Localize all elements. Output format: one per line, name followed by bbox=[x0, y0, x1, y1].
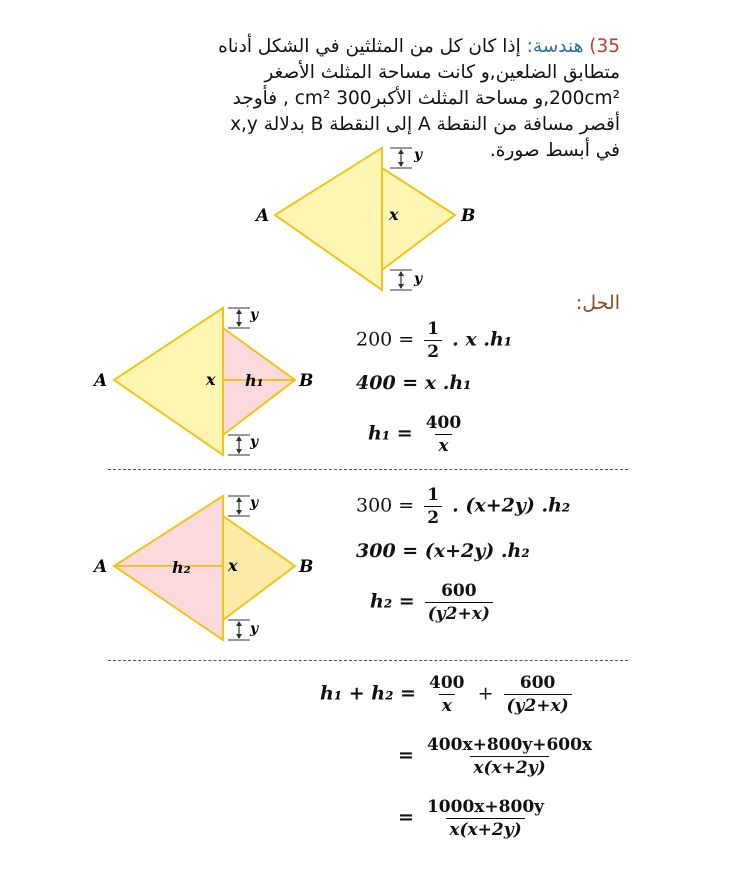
question-line-5: في أبسط صورة. bbox=[489, 140, 620, 161]
fig3-label-y2: y bbox=[250, 621, 259, 637]
fig2-label-y2: y bbox=[250, 434, 259, 450]
step2-eq2: 300 = (x+2y) .h₂ bbox=[356, 540, 530, 562]
fig3-label-h2: h₂ bbox=[172, 558, 191, 577]
fig3-label-x: x bbox=[228, 556, 238, 575]
fig2-label-a: A bbox=[94, 371, 108, 391]
figure-3 bbox=[90, 488, 330, 648]
question-number: 35) bbox=[589, 36, 620, 57]
step2-eq1: 300 = $\frac{1}{2}$ . (x+2y) .h₂ bbox=[356, 485, 571, 528]
fig2-label-h1: h₁ bbox=[245, 371, 264, 390]
step3-eq3: = $\frac{1000x+800y}{x(x+2y)}$ bbox=[398, 797, 545, 840]
question-line-2: متطابق الضلعين,و كانت مساحة المثلث الأصغر bbox=[264, 62, 620, 83]
divider-1 bbox=[108, 469, 628, 470]
question-tag: هندسة: bbox=[526, 36, 584, 57]
question-line-1: إذا كان كل من المثلثين في الشكل أدناه bbox=[218, 36, 521, 57]
top-label-a: A bbox=[256, 206, 270, 226]
step3-eq1: h₁ + h₂ = $\frac{400}{x}$ + $\frac{600}{(y2+x)}$ bbox=[320, 672, 576, 717]
top-figure bbox=[250, 140, 490, 300]
divider-2 bbox=[108, 660, 628, 661]
question-line-3: 200cm²,و مساحة المثلث الأكبر300 cm² , فأوجد bbox=[232, 88, 620, 109]
top-label-x: x bbox=[389, 205, 399, 224]
step2-eq3: h₂ = $\frac{600}{(y2+x)}$ bbox=[370, 580, 497, 625]
solution-label: الحل: bbox=[575, 292, 620, 314]
fig3-label-y1: y bbox=[250, 495, 259, 511]
fig3-label-b: B bbox=[299, 557, 314, 577]
top-left-triangle bbox=[275, 148, 382, 290]
top-label-b: B bbox=[461, 206, 476, 226]
top-label-y1: y bbox=[414, 147, 423, 163]
figure-2 bbox=[90, 300, 330, 460]
fig2-label-x: x bbox=[206, 370, 216, 389]
step3-eq2: = $\frac{400x+800y+600x}{x(x+2y)}$ bbox=[398, 735, 593, 778]
question-line-4: أقصر مسافة من النقطة A إلى النقطة B بدلالة x,y bbox=[230, 114, 620, 135]
top-label-y2: y bbox=[414, 271, 423, 287]
step1-eq1: 200 = $\frac{1}{2}$ . x .h₁ bbox=[356, 319, 513, 362]
step1-eq3: h₁ = $\frac{400}{x}$ bbox=[368, 413, 462, 456]
fig2-label-b: B bbox=[299, 371, 314, 391]
fig2-label-y1: y bbox=[250, 307, 259, 323]
fig3-label-a: A bbox=[94, 557, 108, 577]
step1-eq2: 400 = x .h₁ bbox=[356, 372, 472, 394]
